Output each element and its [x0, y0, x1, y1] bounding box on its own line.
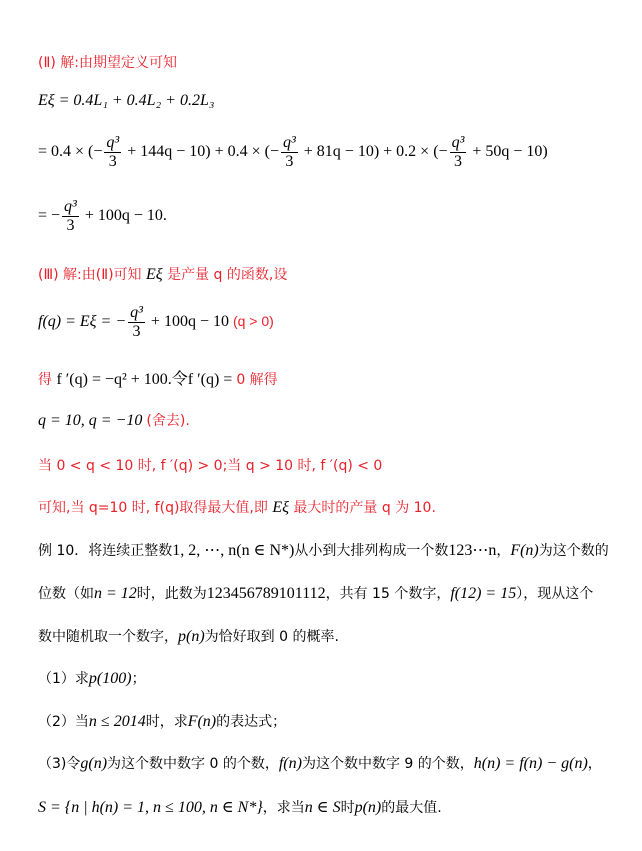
ex-l1-c: 从小到大排列构成一个数	[294, 543, 449, 559]
fraction-denominator: 3	[285, 153, 294, 170]
q2-e: 的表达式；	[216, 714, 287, 730]
ex-l3-b: p(n)	[178, 628, 205, 645]
derivative-b: f ′(q) = −q² + 100.令f ′(q) =	[56, 371, 237, 388]
q4-c: n ∈ S	[304, 799, 341, 816]
derivative-c: 0 解得	[236, 372, 278, 388]
example-line-3	[38, 626, 339, 646]
derivative-line	[38, 366, 278, 389]
question-1	[38, 668, 146, 688]
ex-l3-c: 为恰好取到 0 的概率.	[204, 629, 339, 645]
ex-l1-d: 123⋯n	[448, 542, 497, 559]
conclusion-c: 最大时的产量 q 为 10.	[288, 500, 436, 516]
ex-l2-f: f(12) = 15	[450, 585, 517, 602]
fraction	[104, 134, 121, 171]
example-line-1	[38, 540, 609, 560]
fraction-numerator: q³	[282, 134, 296, 151]
ex-l1-g: 为这个数的	[538, 543, 609, 559]
part2-heading: (Ⅱ) 解:由期望定义可知	[38, 55, 177, 71]
q3-f: h(n) = f(n) − g(n)	[473, 755, 588, 772]
q1-b: p(100)	[88, 670, 132, 687]
ex-l1-e: ，	[496, 543, 511, 559]
simplified-equation	[38, 198, 167, 235]
ex-l2-g: ），现从这个	[516, 586, 594, 602]
conclusion-exi: Eξ	[272, 499, 289, 516]
question-3-set	[38, 797, 442, 817]
q1-c: ；	[131, 671, 146, 687]
question-2	[38, 711, 286, 731]
part3-heading-a: (Ⅲ) 解:由(Ⅱ)可知	[38, 267, 147, 283]
fraction-denominator: 3	[453, 153, 462, 170]
ex-l2-a: 位数（如	[38, 586, 94, 602]
ex-l2-c: 时，此数为	[136, 586, 207, 602]
q2-a: （2）当	[38, 714, 89, 730]
roots-a: q = 10, q = −10	[38, 412, 147, 429]
q4-b: ，求当	[262, 800, 305, 816]
conclusion-line	[38, 497, 436, 517]
q3-c: 为这个数中数字 0 的个数，	[107, 756, 279, 772]
fq-definition	[38, 304, 274, 341]
q3-a: （3)令	[38, 756, 81, 772]
expectation-equation: Eξ = 0.4L₁ + 0.4L₂ + 0.2L₃	[38, 92, 215, 109]
q4-e: p(n)	[354, 799, 382, 816]
fraction	[62, 198, 79, 235]
ex-l3-a: 数中随机取一个数字，	[38, 629, 178, 645]
q2-d: F(n)	[187, 713, 217, 730]
ex-l2-d: 123456789101112	[206, 585, 326, 602]
part3-heading-exi: Eξ	[146, 266, 163, 283]
fraction-denominator: 3	[108, 153, 117, 170]
eq2-mid2: + 81q − 10) + 0.2 × (−	[299, 143, 448, 161]
derivative-a: 得	[38, 372, 57, 388]
ex-l2-e: ，共有 15 个数字，	[325, 586, 451, 602]
part3-heading-c: 是产量 q 的函数,设	[162, 267, 288, 283]
fraction-numerator: q³	[64, 198, 77, 215]
q3-e: 为这个数中数字 9 的个数，	[301, 756, 474, 772]
ex-l1-a: 例 10．将连续正整数	[38, 543, 173, 559]
fraction-denominator: 3	[132, 323, 141, 340]
ex-l1-f: F(n)	[510, 542, 539, 559]
q3-g: ，	[587, 756, 602, 772]
fraction	[450, 134, 467, 171]
q4-a: S = {n | h(n) = 1, n ≤ 100, n ∈ N*}	[38, 799, 263, 816]
eq3-prefix: = −	[38, 207, 61, 225]
expansion-equation	[38, 134, 548, 171]
fq-prefix: f(q) = Eξ = −	[38, 313, 127, 331]
part3-heading	[38, 264, 287, 284]
q3-d: f(n)	[278, 755, 302, 772]
roots-b: (舍去).	[146, 413, 190, 429]
q1-a: （1）求	[38, 671, 89, 687]
fq-end: + 100q − 10	[146, 313, 233, 331]
fraction-numerator: q³	[106, 134, 120, 151]
eq2-mid1: + 144q − 10) + 0.4 × (−	[123, 143, 279, 161]
fraction-denominator: 3	[66, 217, 75, 234]
roots-line	[38, 410, 190, 430]
fq-condition: (q > 0)	[232, 313, 274, 330]
eq2-end: + 50q − 10)	[468, 143, 548, 161]
q4-d: 时	[340, 800, 355, 816]
q2-b: n ≤ 2014	[88, 713, 146, 730]
q3-b: g(n)	[80, 755, 108, 772]
q2-c: 时，求	[145, 714, 188, 730]
eq2-prefix: = 0.4 × (−	[38, 143, 103, 161]
fraction	[128, 304, 145, 341]
sign-condition: 当 0 < q < 10 时, f ′(q) > 0;当 q > 10 时, f ′(q) < 0	[38, 458, 383, 474]
example-line-2	[38, 583, 593, 603]
q4-f: 的最大值.	[381, 800, 442, 816]
fraction-numerator: q³	[451, 134, 465, 151]
eq3-end: + 100q − 10.	[80, 207, 167, 225]
ex-l1-b: 1, 2, ⋯, n(n ∈ N*)	[172, 542, 295, 559]
fraction	[281, 134, 298, 171]
conclusion-a: 可知,当 q=10 时, f(q)取得最大值,即	[38, 500, 273, 516]
fraction-numerator: q³	[130, 304, 143, 321]
ex-l2-b: n = 12	[94, 585, 137, 602]
question-3	[38, 753, 602, 773]
